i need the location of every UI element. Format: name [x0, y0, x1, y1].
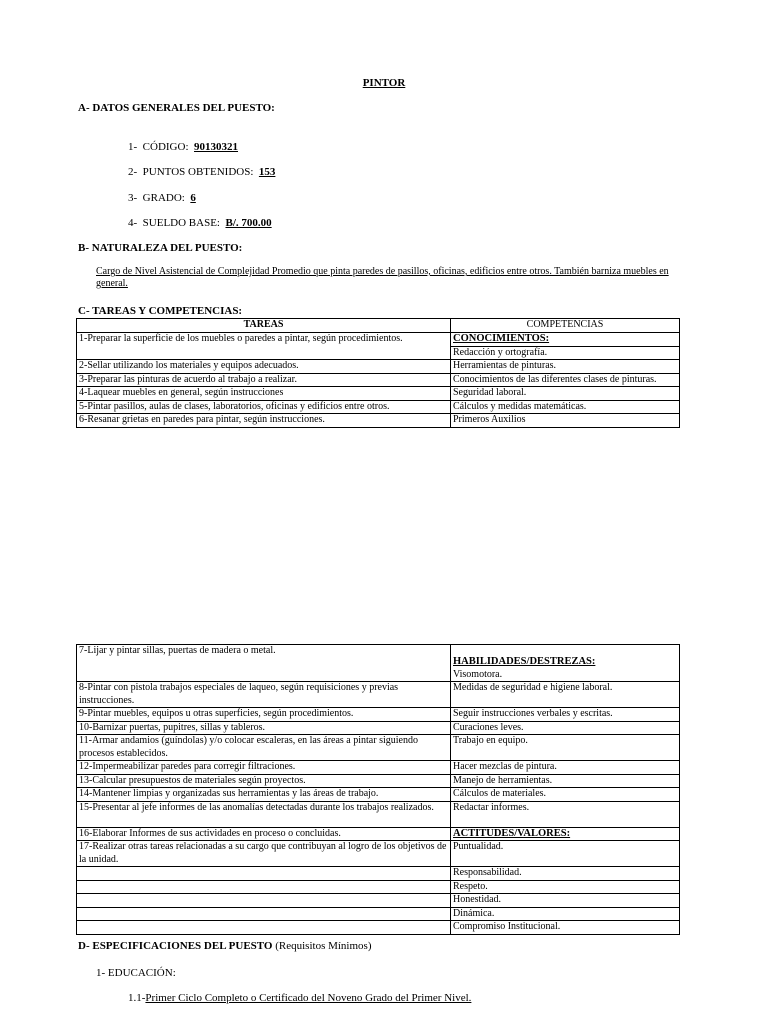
competencias-header: COMPETENCIAS	[451, 319, 680, 333]
section-a-heading: A- DATOS GENERALES DEL PUESTO:	[78, 102, 275, 114]
table-row	[77, 774, 680, 788]
table-row	[77, 788, 680, 802]
competency-cell: Dinámica.	[451, 907, 680, 921]
grado-item	[128, 192, 196, 205]
competency-cell: Curaciones leves.	[451, 721, 680, 735]
table-row	[77, 414, 680, 428]
tasks-table-1	[76, 318, 680, 428]
task-cell: 10-Barnizar puertas, pupitres, sillas y tableros.	[77, 721, 451, 735]
competency-cell: Redactar informes.	[451, 801, 680, 827]
educacion-item	[128, 992, 471, 1005]
table-row	[77, 827, 680, 841]
item-label: GRADO:	[142, 192, 185, 204]
item-number: 2-	[128, 166, 138, 178]
table-row	[77, 921, 680, 935]
task-cell: 14-Mantener limpias y organizadas sus herramientas y las áreas de trabajo.	[77, 788, 451, 802]
task-cell	[77, 921, 451, 935]
habilidades-heading	[451, 645, 680, 669]
task-cell	[77, 894, 451, 908]
competency-cell: Redacción y ortografía.	[451, 346, 680, 360]
task-cell: 6-Resanar grietas en paredes para pintar, según instrucciones.	[77, 414, 451, 428]
table-row	[77, 708, 680, 722]
task-cell: 11-Armar andamios (guíndolas) y/o colocar escaleras, en las áreas a pintar siguiendo procesos establecidos.	[77, 735, 451, 761]
actitudes-heading	[451, 827, 680, 841]
section-d-title: D- ESPECIFICACIONES DEL PUESTO	[78, 940, 273, 952]
item-label: SUELDO BASE:	[142, 217, 220, 229]
task-cell: 8-Pintar con pistola trabajos especiales de laqueo, según requisiciones y previas instrucciones.	[77, 682, 451, 708]
table-header-row	[77, 319, 680, 333]
codigo-value: 90130321	[194, 141, 239, 153]
item-label: PUNTOS OBTENIDOS:	[142, 166, 254, 178]
competency-cell: Medidas de seguridad e higiene laboral.	[451, 682, 680, 708]
conocimientos-label: CONOCIMIENTOS:	[453, 333, 550, 344]
item-number: 1.1-	[128, 992, 146, 1004]
task-cell: 2-Sellar utilizando los materiales y equipos adecuados.	[77, 360, 451, 374]
table-row	[77, 387, 680, 401]
item-label: CÓDIGO:	[142, 141, 189, 153]
competency-cell: Primeros Auxilios	[451, 414, 680, 428]
competency-cell: Seguridad laboral.	[451, 387, 680, 401]
table-row	[77, 373, 680, 387]
table-row	[77, 645, 680, 669]
competency-cell: Honestidad.	[451, 894, 680, 908]
item-number: 1-	[128, 141, 138, 153]
task-cell: 5-Pintar pasillos, aulas de clases, laboratorios, oficinas y edificios entre otros.	[77, 400, 451, 414]
competency-cell: Responsabilidad.	[451, 867, 680, 881]
sueldo-value: B/. 700.00	[225, 217, 272, 229]
competency-cell: Hacer mezclas de pintura.	[451, 761, 680, 775]
section-d-note: (Requisitos Mínimos)	[272, 940, 372, 952]
item-number: 3-	[128, 192, 138, 204]
item-number: 4-	[128, 217, 138, 229]
table-row	[77, 735, 680, 761]
task-cell: 7-Lijar y pintar sillas, puertas de madera o metal.	[77, 645, 451, 682]
document-title: PINTOR	[362, 77, 406, 89]
table-row	[77, 761, 680, 775]
codigo-item	[128, 141, 238, 154]
educacion-label: 1- EDUCACIÓN:	[96, 967, 176, 979]
table-row	[77, 907, 680, 921]
task-cell	[77, 880, 451, 894]
section-b-heading: B- NATURALEZA DEL PUESTO:	[78, 242, 243, 254]
section-c-heading: C- TAREAS Y COMPETENCIAS:	[78, 305, 243, 317]
table-row	[77, 400, 680, 414]
competency-cell: Puntualidad.	[451, 841, 680, 867]
competency-cell: Respeto.	[451, 880, 680, 894]
actitudes-label: ACTITUDES/VALORES:	[453, 827, 571, 839]
competency-cell: Seguir instrucciones verbales y escritas.	[451, 708, 680, 722]
grado-value: 6	[190, 192, 196, 204]
educacion-requirement: Primer Ciclo Completo o Certificado del Noveno Grado del Primer Nivel.	[145, 992, 472, 1004]
table-row	[77, 721, 680, 735]
competency-cell: Cálculos de materiales.	[451, 788, 680, 802]
conocimientos-heading	[451, 333, 680, 347]
table-row	[77, 360, 680, 374]
task-cell: 15-Presentar al jefe informes de las anomalías detectadas durante los trabajos realizados.	[77, 801, 451, 827]
task-cell: 12-Impermeabilizar paredes para corregir filtraciones.	[77, 761, 451, 775]
competency-cell: Visomotora.	[451, 669, 680, 682]
table-row	[77, 880, 680, 894]
sueldo-item	[128, 217, 272, 230]
naturaleza-text: Cargo de Nivel Asistencial de Complejidad Promedio que pinta paredes de pasillos, oficinas, edificios entre otros. También barniza muebles en general.	[96, 266, 669, 289]
competency-cell: Compromiso Institucional.	[451, 921, 680, 935]
table-row	[77, 801, 680, 827]
table-row	[77, 333, 680, 347]
tareas-header: TAREAS	[77, 319, 451, 333]
task-cell: 16-Elaborar Informes de sus actividades en proceso o concluidas.	[77, 827, 451, 841]
habilidades-label: HABILIDADES/DESTREZAS:	[453, 656, 596, 667]
task-cell: 13-Calcular presupuestos de materiales según proyectos.	[77, 774, 451, 788]
task-cell	[77, 867, 451, 881]
task-cell	[77, 907, 451, 921]
competency-cell: Conocimientos de las diferentes clases de pinturas.	[451, 373, 680, 387]
competency-cell: Manejo de herramientas.	[451, 774, 680, 788]
table-row	[77, 841, 680, 867]
section-d-heading	[78, 940, 372, 953]
table-row	[77, 682, 680, 708]
table-row	[77, 867, 680, 881]
task-cell: 4-Laquear muebles en general, según instrucciones	[77, 387, 451, 401]
task-cell: 17-Realizar otras tareas relacionadas a su cargo que contribuyan al logro de los objetivos de la unidad.	[77, 841, 451, 867]
task-cell: 1-Preparar la superficie de los muebles o paredes a pintar, según procedimientos.	[77, 333, 451, 360]
competency-cell: Cálculos y medidas matemáticas.	[451, 400, 680, 414]
puntos-item	[128, 166, 275, 179]
tasks-table-2	[76, 644, 680, 935]
competency-cell: Trabajo en equipo.	[451, 735, 680, 761]
task-cell: 3-Preparar las pinturas de acuerdo al trabajo a realizar.	[77, 373, 451, 387]
task-cell: 9-Pintar muebles, equipos u otras superficies, según procedimientos.	[77, 708, 451, 722]
table-row	[77, 894, 680, 908]
competency-cell: Herramientas de pinturas.	[451, 360, 680, 374]
puntos-value: 153	[258, 166, 276, 178]
